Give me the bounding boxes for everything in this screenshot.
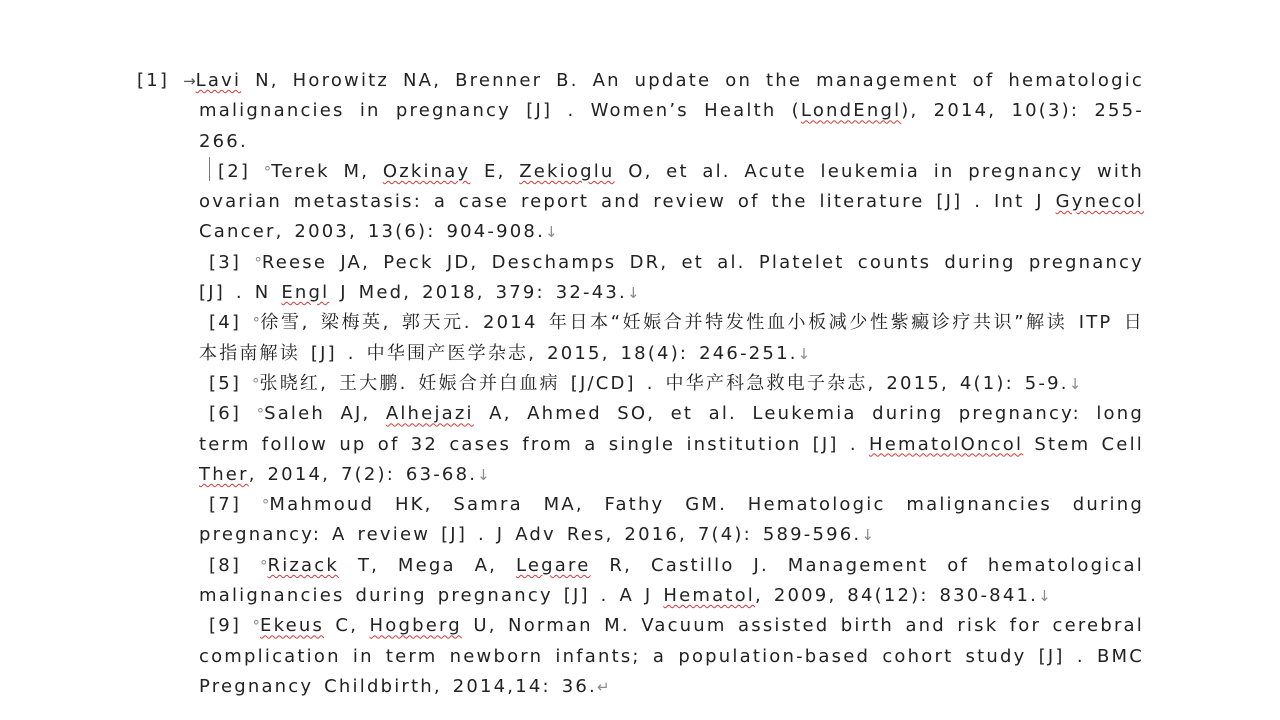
reference-item-9[interactable] [199,611,1144,702]
space-mark-icon: ° [252,314,260,333]
line-break-icon: ↓ [545,223,558,242]
reference-text: 张晓红, 王大鹏. 妊娠合并白血病 [J/CD] . 中华产科急救电子杂志, 2015, 4(1): 5-9. [259,372,1069,394]
space-mark-icon: ° [263,162,272,181]
reference-number: [7] [209,494,242,516]
reference-number: [2] [218,160,251,182]
reference-item-1[interactable] [137,66,1145,157]
line-break-icon: ↓ [1038,587,1051,606]
space-mark-icon: ° [252,374,260,393]
reference-number: [6] [209,403,242,425]
text-cursor [209,157,210,181]
spellcheck-word: Engl [281,282,330,304]
space-mark-icon: ° [261,496,270,515]
reference-item-2[interactable] [199,157,1144,248]
reference-number: [1] [137,70,170,91]
spellcheck-word: Gynecol [1055,191,1144,213]
paragraph-mark-icon: ↵ [596,677,610,696]
reference-text: Terek M, Ozkinay E, Zekioglu O, et al. Acute leukemia in pregnancy with ovarian metastasis: a case report and review of the literature [J] . Int J Gynecol Cancer, 2003, 13(6): 904-908. [199,160,1144,243]
space-mark-icon: ° [252,617,261,636]
reference-item-3[interactable] [199,248,1144,309]
reference-item-6[interactable] [199,399,1144,490]
spellcheck-word: Ozkinay [382,160,471,182]
reference-text: 徐雪, 梁梅英, 郭天元. 2014 年日本“妊娠合并特发性血小板减少性紫癜诊疗共识”解读 ITP 日本指南解读 [J] . 中华围产医学杂志, 2015, 18(4): 246-251. [199,312,1145,364]
reference-number: [8] [209,554,242,576]
space-mark-icon: ° [256,405,265,424]
reference-number: [3] [209,251,242,273]
line-break-icon: ↓ [477,465,490,484]
reference-item-5[interactable] [199,369,1144,399]
reference-text: Reese JA, Peck JD, Deschamps DR, et al. Platelet counts during pregnancy [J] . N Engl J Med, 2018, 379: 32-43. [199,251,1144,304]
spellcheck-word: HematolOncol [869,433,1024,455]
reference-number: [5] [209,372,242,394]
line-break-icon: ↓ [861,526,874,545]
spellcheck-word: Ther [199,463,249,485]
line-break-icon: ↓ [1068,374,1082,393]
spellcheck-word: Rizack [267,554,340,576]
reference-text: Saleh AJ, Alhejazi A, Ahmed SO, et al. Leukemia during pregnancy: long term follow up of 32 cases from a single institution [J] . HematolOncol Stem Cell Ther, 2014, 7(2): 63-68. [199,403,1144,485]
reference-text: Mahmoud HK, Samra MA, Fathy GM. Hematologic malignancies during pregnancy: A review [J] . J Adv Res, 2016, 7(4): 589-596. [199,494,1144,546]
spellcheck-word: Lavi [195,70,242,91]
reference-list [137,66,1145,702]
spellcheck-word: Zekioglu [519,160,615,182]
space-mark-icon: ° [254,253,262,272]
reference-number: [9] [209,615,242,637]
reference-text: Lavi N, Horowitz NA, Brenner B. An update on the management of hematologic malignancies in pregnancy [J] . Women’s Health (LondEngl), 2014, 10(3): 255-266. [195,70,1145,152]
reference-item-4[interactable] [199,308,1144,369]
reference-text: Rizack T, Mega A, Legare R, Castillo J. Management of hematological malignancies during pregnancy [J] . A J Hematol, 2009, 84(12): 830-841. [199,554,1144,607]
reference-item-7[interactable] [199,490,1144,551]
reference-number: [4] [209,312,242,334]
reference-text: Ekeus C, Hogberg U, Norman M. Vacuum assisted birth and risk for cerebral complication in term newborn infants; a population-based cohort study [J] . BMC Pregnancy Childbirth, 2014,14: 36. [199,615,1144,697]
tab-mark-icon: → [183,72,196,90]
space-mark-icon: ° [260,556,268,575]
line-break-icon: ↓ [626,284,640,303]
spellcheck-word: Ekeus [260,615,325,637]
spellcheck-word: Hematol [663,585,755,607]
reference-item-8[interactable] [199,551,1144,612]
spellcheck-word: Alhejazi [385,403,474,425]
spellcheck-word: Hogberg [369,615,462,637]
spellcheck-word: Legare [516,554,591,576]
line-break-icon: ↓ [797,344,811,363]
spellcheck-word: LondEngl [800,100,902,122]
